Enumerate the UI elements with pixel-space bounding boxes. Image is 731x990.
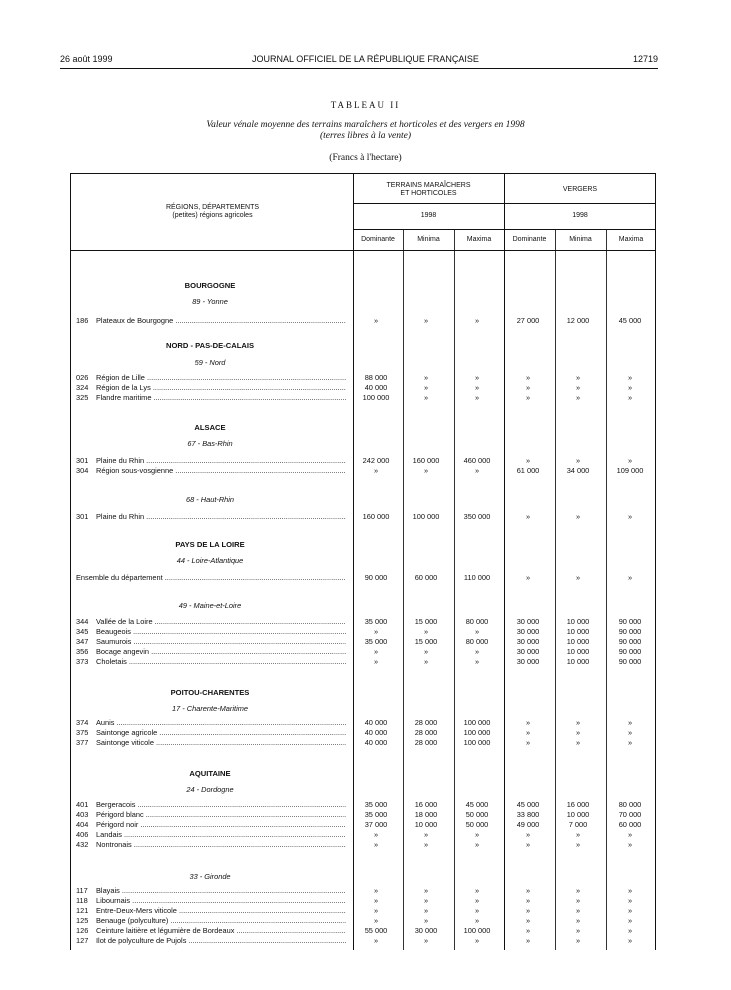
value-cell: » [474,657,480,666]
value-cell: » [373,886,379,895]
value-cell: » [474,936,480,945]
value-cell: 49 000 [516,820,540,829]
region-code: 186 [76,316,89,325]
region-code: 117 [76,886,88,895]
value-cell: 28 000 [414,718,438,727]
value-cell: » [474,316,480,325]
header-group-terrains [353,182,504,198]
value-cell: » [525,926,531,935]
value-cell: » [525,383,531,392]
value-cell: » [575,573,581,582]
department-heading: 49 - Maine-et-Loire [178,601,242,610]
table-row [76,936,656,946]
region-name: Landais ..... [96,830,346,840]
department-heading: 59 - Nord [194,358,226,367]
value-cell: » [575,840,581,849]
value-cell: » [627,886,633,895]
value-cell: 61 000 [516,466,540,475]
value-cell: 45 000 [618,316,642,325]
department-heading: 44 - Loire-Atlantique [176,556,244,565]
table-row [76,718,656,728]
value-cell: » [525,728,531,737]
value-cell: 10 000 [566,627,590,636]
region-code: 121 [76,906,89,915]
value-cell: » [423,886,429,895]
region-name: Saintonge agricole ..... [96,728,346,738]
value-cell: » [474,373,480,382]
value-cell: » [373,916,379,925]
value-cell: » [575,718,581,727]
value-cell: » [423,906,429,915]
region-name: Ceinture laitière et légumière de Bordeaux ..... [96,926,346,936]
value-cell: 10 000 [566,657,590,666]
header-dominante: Dominante [361,236,395,243]
value-cell: » [373,830,379,839]
value-cell: » [423,936,429,945]
region-code: 432 [76,840,89,849]
value-cell: » [423,373,429,382]
value-cell: 30 000 [516,617,540,626]
value-cell: » [525,573,531,582]
value-cell: » [423,393,429,402]
value-cell: 109 000 [616,466,644,475]
value-cell: » [627,926,633,935]
region-code: 401 [76,800,89,809]
value-cell: » [575,936,581,945]
value-cell: 35 000 [364,617,388,626]
value-cell: » [627,718,633,727]
region-code: 324 [76,383,89,392]
value-cell: 160 000 [412,456,440,465]
value-cell: » [423,383,429,392]
value-cell: » [525,718,531,727]
value-cell: » [373,896,379,905]
value-cell: 50 000 [465,810,489,819]
value-cell: » [575,886,581,895]
table-subtitle [0,120,731,142]
region-code: 356 [76,647,89,656]
value-cell: » [373,840,379,849]
region-name: Région sous-vosgienne ..... [96,466,346,476]
value-cell: 100 000 [463,926,491,935]
region-code: 304 [76,466,89,475]
value-cell: 28 000 [414,738,438,747]
table-row [76,512,656,522]
value-cell: » [627,512,633,521]
value-cell: » [575,738,581,747]
table-row [76,637,656,647]
region-name: Flandre maritime ..... [96,393,346,403]
value-cell: » [474,647,480,656]
table-title: TABLEAU II [330,100,401,110]
value-cell: 60 000 [414,573,438,582]
value-cell: 100 000 [463,738,491,747]
value-cell: » [525,936,531,945]
table-row [76,393,656,403]
region-code: 347 [76,637,89,646]
value-cell: 90 000 [618,637,642,646]
value-cell: » [627,573,633,582]
department-heading: 67 - Bas-Rhin [187,439,233,448]
page-number: 12719 [632,54,658,64]
header-rule-inner [353,203,656,204]
table-row [76,886,656,896]
table-row [76,456,656,466]
region-code: 118 [76,896,88,905]
value-cell: » [575,906,581,915]
value-cell: 35 000 [364,810,388,819]
header-rule-bottom [70,250,656,251]
region-code: 325 [76,393,89,402]
value-cell: » [525,886,531,895]
header-maxima: Maxima [618,236,644,243]
table-row [76,316,656,326]
value-cell: » [627,896,633,905]
header-group-vergers: VERGERS [562,186,598,193]
region-name: Choletais ..... [96,657,346,667]
value-cell: » [474,383,480,392]
region-name: Aunis ..... [96,718,346,728]
value-cell: » [373,936,379,945]
region-name: Région de la Lys ..... [96,383,346,393]
value-cell: » [423,896,429,905]
value-cell: 40 000 [364,718,388,727]
region-code: 126 [76,926,89,935]
region-name: Région de Lille ..... [96,373,346,383]
table-row [76,800,656,810]
header-group-terrains-line2: ET HORTICOLES [400,190,457,197]
table-row [76,820,656,830]
value-cell: 90 000 [618,657,642,666]
value-cell: » [575,373,581,382]
region-code: 374 [76,718,89,727]
value-cell: » [627,373,633,382]
table-row [76,916,656,926]
region-heading: ALSACE [194,423,226,432]
value-cell: » [373,647,379,656]
region-code: 403 [76,810,89,819]
value-cell: » [627,830,633,839]
value-cell: » [575,393,581,402]
table-row [76,647,656,657]
header-year: 1998 [420,212,437,219]
table-row [76,926,656,936]
header-dominante: Dominante [512,236,547,243]
value-cell: 35 000 [364,637,388,646]
table-row [76,383,656,393]
header-regions-line2: (petites) régions agricoles [172,212,253,219]
region-code: 127 [76,936,89,945]
value-cell: » [627,738,633,747]
value-cell: » [474,393,480,402]
value-cell: 160 000 [362,512,390,521]
value-cell: 10 000 [414,820,438,829]
table-row [76,373,656,383]
value-cell: » [373,627,379,636]
region-name: Vallée de la Loire ..... [96,617,346,627]
region-name: Blayais ..... [96,886,346,896]
value-cell: » [575,916,581,925]
value-cell: » [474,840,480,849]
table-row [76,810,656,820]
region-code: 373 [76,657,89,666]
value-cell: 40 000 [364,728,388,737]
value-cell: 18 000 [414,810,438,819]
value-cell: » [423,647,429,656]
value-cell: 40 000 [364,738,388,747]
region-name: Beaugeois ..... [96,627,346,637]
value-cell: » [525,393,531,402]
value-cell: » [525,830,531,839]
value-cell: » [627,840,633,849]
value-cell: 15 000 [414,637,438,646]
value-cell: 10 000 [566,647,590,656]
header-rule [60,68,658,69]
table-subtitle-line1: Valeur vénale moyenne des terrains maraîchers et horticoles et des vergers en 1998 [206,120,525,130]
value-cell: » [627,916,633,925]
value-cell: 10 000 [566,810,590,819]
header-maxima: Maxima [466,236,492,243]
value-cell: 50 000 [465,820,489,829]
value-cell: 90 000 [364,573,388,582]
region-code: 125 [76,916,89,925]
value-cell: » [627,456,633,465]
value-cell: » [575,830,581,839]
table-row [76,466,656,476]
value-cell: 55 000 [364,926,388,935]
value-cell: » [525,916,531,925]
region-name: Plaine du Rhin ..... [96,512,346,522]
region-code: 345 [76,627,89,636]
value-cell: 30 000 [516,647,540,656]
value-cell: » [627,936,633,945]
region-code: 301 [76,456,89,465]
value-cell: » [525,456,531,465]
region-name: Bergeracois ..... [96,800,346,810]
value-cell: 110 000 [463,573,491,582]
value-cell: » [373,466,379,475]
department-heading: 24 - Dordogne [186,785,234,794]
value-cell: » [627,906,633,915]
value-cell: » [423,316,429,325]
region-heading: NORD - PAS-DE-CALAIS [165,341,255,350]
table-row [76,573,656,583]
table-row [76,617,656,627]
region-code: 377 [76,738,89,747]
value-cell: 90 000 [618,617,642,626]
value-cell: » [423,916,429,925]
value-cell: 34 000 [566,466,590,475]
journal-title: JOURNAL OFFICIEL DE LA RÉPUBLIQUE FRANÇAISE [252,54,479,64]
value-cell: 70 000 [618,810,642,819]
table-row [76,738,656,748]
value-cell: » [423,830,429,839]
region-name: Plaine du Rhin ..... [96,456,346,466]
value-cell: » [525,906,531,915]
value-cell: 37 000 [364,820,388,829]
value-cell: 33 800 [516,810,540,819]
table-subtitle-line2: (terres libres à la vente) [319,131,412,141]
value-cell: » [474,896,480,905]
value-cell: » [423,627,429,636]
value-cell: 90 000 [618,647,642,656]
value-cell: 100 000 [412,512,440,521]
region-name: Plateaux de Bourgogne ..... [96,316,346,326]
department-heading: 17 - Charente-Maritime [172,704,248,713]
value-cell: 30 000 [414,926,438,935]
value-cell: » [575,456,581,465]
value-cell: 30 000 [516,637,540,646]
region-code: 301 [76,512,89,521]
region-name: Bocage angevin ..... [96,647,346,657]
value-cell: » [373,906,379,915]
region-code: 026 [76,373,89,382]
value-cell: 60 000 [618,820,642,829]
header-year: 1998 [572,212,588,219]
header-minima: Minima [569,236,592,243]
region-name: Nontronais ..... [96,840,346,850]
value-cell: » [627,383,633,392]
value-cell: 16 000 [566,800,590,809]
value-cell: » [373,657,379,666]
region-name: Ilot de polyculture de Pujols ..... [96,936,346,946]
value-cell: » [423,466,429,475]
header-regions [80,204,345,220]
value-cell: » [575,383,581,392]
region-name: Périgord blanc ..... [96,810,346,820]
region-code: 406 [76,830,89,839]
value-cell: 16 000 [414,800,438,809]
value-cell: » [575,896,581,905]
value-cell: » [474,627,480,636]
table-units: (Francs à l'hectare) [329,153,402,163]
value-cell: 30 000 [516,627,540,636]
value-cell: 88 000 [364,373,388,382]
region-name: Entre-Deux-Mers viticole ..... [96,906,346,916]
value-cell: 7 000 [568,820,588,829]
region-name: Benauge (polyculture) ..... [96,916,346,926]
table-row [76,906,656,916]
value-cell: 45 000 [465,800,489,809]
region-name: Saintonge viticole ..... [96,738,346,748]
value-cell: » [423,840,429,849]
region-name: Libournais ..... [96,896,346,906]
department-heading: 68 - Haut-Rhin [185,495,235,504]
region-code: 344 [76,617,89,626]
value-cell: » [525,738,531,747]
value-cell: 100 000 [463,718,491,727]
header-group-terrains-line1: TERRAINS MARAÎCHERS [386,182,471,189]
value-cell: » [627,393,633,402]
region-heading: PAYS DE LA LOIRE [175,540,245,549]
region-heading: AQUITAINE [189,769,231,778]
table-row [76,627,656,637]
header-regions-line1: RÉGIONS, DÉPARTEMENTS [165,204,260,211]
value-cell: 100 000 [362,393,390,402]
value-cell: 350 000 [463,512,491,521]
table-row [76,830,656,840]
value-cell: » [525,896,531,905]
page-date: 26 août 1999 [60,54,113,64]
value-cell: » [525,840,531,849]
department-heading: 33 - Gironde [189,872,231,881]
value-cell: 12 000 [566,316,590,325]
value-cell: 10 000 [566,637,590,646]
region-heading: BOURGOGNE [184,281,236,290]
value-cell: » [575,512,581,521]
value-cell: » [373,316,379,325]
region-name: Périgord noir ..... [96,820,346,830]
value-cell: 80 000 [618,800,642,809]
value-cell: » [474,830,480,839]
header-rule-inner [353,229,656,230]
value-cell: 30 000 [516,657,540,666]
table-row [76,840,656,850]
value-cell: » [474,466,480,475]
table-row [76,657,656,667]
region-name: Saumurois ..... [96,637,346,647]
region-code: 404 [76,820,89,829]
value-cell: » [474,886,480,895]
value-cell: » [627,728,633,737]
table-row [76,728,656,738]
value-cell: 80 000 [465,637,489,646]
value-cell: » [575,728,581,737]
value-cell: 35 000 [364,800,388,809]
value-cell: 15 000 [414,617,438,626]
value-cell: » [525,512,531,521]
value-cell: 27 000 [516,316,540,325]
value-cell: 100 000 [463,728,491,737]
region-code: 375 [76,728,89,737]
value-cell: 40 000 [364,383,388,392]
header-minima: Minima [417,236,440,243]
value-cell: 242 000 [362,456,390,465]
value-cell: » [423,657,429,666]
value-cell: 460 000 [463,456,491,465]
value-cell: 45 000 [516,800,540,809]
region-heading: POITOU-CHARENTES [170,688,250,697]
value-cell: » [474,916,480,925]
value-cell: 10 000 [566,617,590,626]
value-cell: 90 000 [618,627,642,636]
value-cell: » [474,906,480,915]
region-name: Ensemble du département ..... [76,573,346,583]
value-cell: » [525,373,531,382]
department-heading: 89 - Yonne [192,297,228,306]
value-cell: 80 000 [465,617,489,626]
value-cell: 28 000 [414,728,438,737]
value-cell: » [575,926,581,935]
table-row [76,896,656,906]
